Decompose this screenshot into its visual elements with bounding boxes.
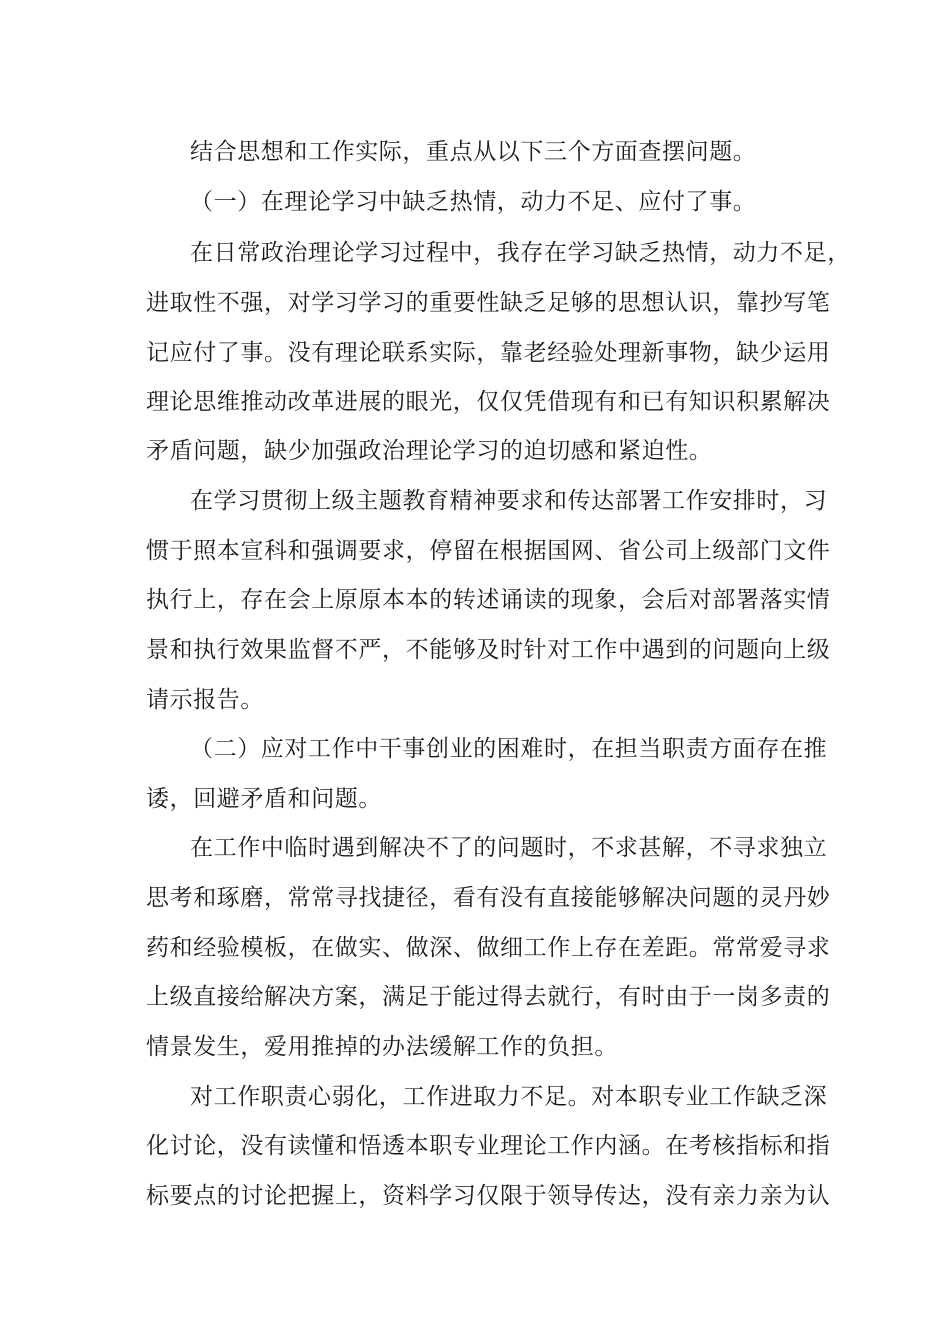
paragraph-intro: 结合思想和工作实际，重点从以下三个方面查摆问题。 <box>190 139 757 165</box>
section-heading-2-cont: 诿，回避矛盾和问题。 <box>146 786 382 812</box>
paragraph-line: 化讨论，没有读懂和悟透本职专业理论工作内涵。在考核指标和指 <box>146 1133 831 1159</box>
paragraph-line: 在工作中临时遇到解决不了的问题时，不求甚解，不寻求独立 <box>190 835 828 861</box>
paragraph-line: 药和经验模板，在做实、做深、做细工作上存在差距。常常爱寻求 <box>146 935 831 961</box>
paragraph-line: 上级直接给解决方案，满足于能过得去就行，有时由于一岗多责的 <box>146 984 831 1010</box>
paragraph-line: 标要点的讨论把握上，资料学习仅限于领导传达，没有亲力亲为认 <box>146 1183 831 1209</box>
paragraph-line: 对工作职责心弱化，工作进取力不足。对本职专业工作缺乏深 <box>190 1084 828 1110</box>
section-heading-1: （一）在理论学习中缺乏热情，动力不足、应付了事。 <box>190 189 757 215</box>
paragraph-line: 矛盾问题，缺少加强政治理论学习的迫切感和紧迫性。 <box>146 438 713 464</box>
paragraph-line: 记应付了事。没有理论联系实际，靠老经验处理新事物，缺少运用 <box>146 340 831 366</box>
paragraph-line: 惯于照本宣科和强调要求，停留在根据国网、省公司上级部门文件 <box>146 538 831 564</box>
paragraph-line: 情景发生，爱用推掉的办法缓解工作的负担。 <box>146 1034 618 1060</box>
paragraph-line: 执行上，存在会上原原本本的转述诵读的现象，会后对部署落实情 <box>146 587 831 613</box>
paragraph-line: 在日常政治理论学习过程中，我存在学习缺乏热情，动力不足， <box>190 240 851 266</box>
paragraph-line: 理论思维推动改革进展的眼光，仅仅凭借现有和已有知识积累解决 <box>146 389 831 415</box>
paragraph-line: 在学习贯彻上级主题教育精神要求和传达部署工作安排时，习 <box>190 488 828 514</box>
paragraph-line: 进取性不强，对学习学习的重要性缺乏足够的思想认识，靠抄写笔 <box>146 290 831 316</box>
section-heading-2: （二）应对工作中干事创业的困难时，在担当职责方面存在推 <box>190 736 828 762</box>
paragraph-line: 思考和琢磨，常常寻找捷径，看有没有直接能够解决问题的灵丹妙 <box>146 885 831 911</box>
paragraph-line: 景和执行效果监督不严，不能够及时针对工作中遇到的问题向上级 <box>146 637 831 663</box>
paragraph-line: 请示报告。 <box>146 687 264 713</box>
